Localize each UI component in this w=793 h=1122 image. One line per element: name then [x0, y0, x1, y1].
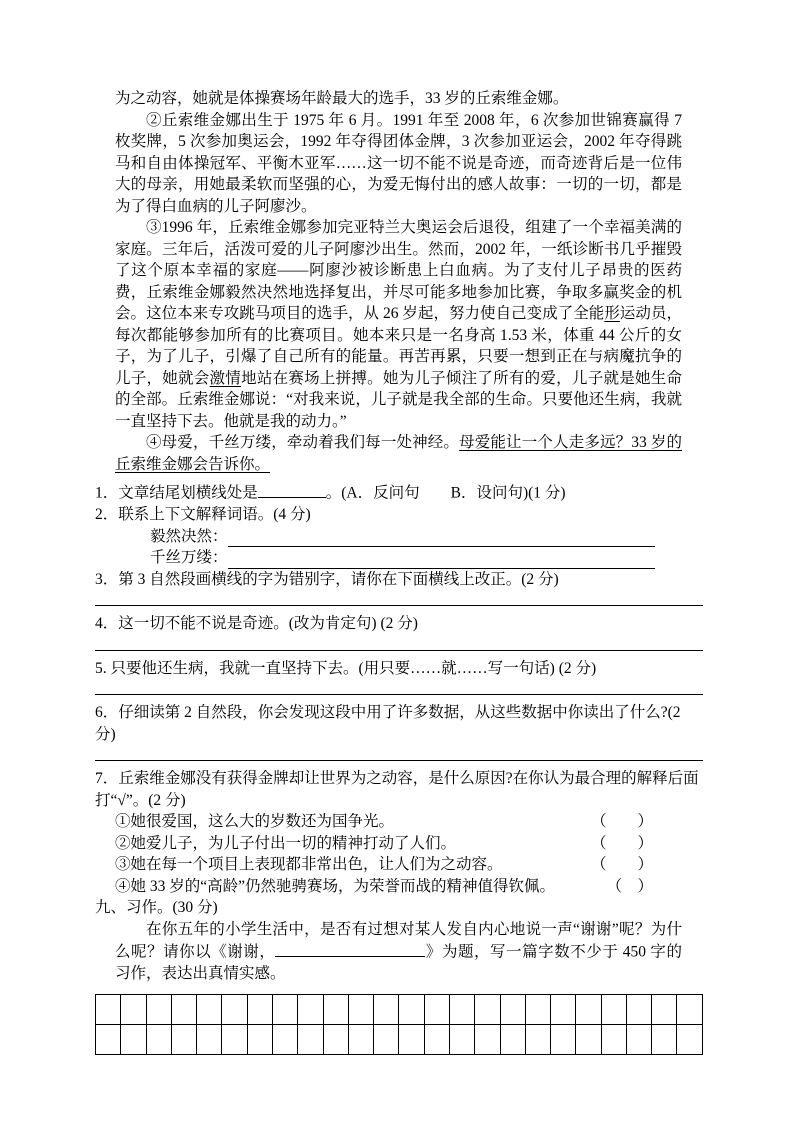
grid-cell: [222, 1024, 247, 1054]
grid-cell: [475, 994, 500, 1024]
option-text: ②她爱儿子，为儿子付出一切的精神打动了人们。: [115, 834, 457, 852]
grid-cell: [626, 994, 651, 1024]
passage-paragraph-2: ②丘索维金娜出生于 1975 年 6 月。1991 年至 2008 年，6 次参加世锦赛赢得 7 枚奖牌，5 次参加奥运会，1992 年夺得团体金牌，3 次参加亚运会，2002 年夺得跳马和自由体操冠军、平衡木亚军……这一切不能不说是奇迹，而奇迹背后是一位伟大的母亲，用她最柔软而坚强的心，为爱无悔付出的感人故事：一切的一切，都是为了得白血病的儿子阿廖沙。: [115, 111, 682, 215]
passage-paragraph-1: 为之动容，她就是体操赛场年龄最大的选手，33 岁的丘索维金娜。: [115, 90, 569, 107]
passage-text: 地站在赛场上拼搏。她为儿子倾注了所有的爱，儿子就是她生命的全部。丘索维金娜说：“对我来说，儿子就是我全部的生命。只要他还生病，我就一直坚持下去。他就是我的动力。”: [115, 369, 682, 430]
grid-cell: [449, 1024, 474, 1054]
ending-underlined-sentence: 母爱能让一个人走多远？33 岁的丘索维金娜会告诉你。: [115, 434, 682, 473]
grid-cell: [348, 1024, 373, 1054]
question-4: 4．这一切不能不说是奇迹。(改为肯定句) (2 分): [95, 615, 418, 632]
grid-cell: [525, 994, 550, 1024]
grid-cell: [424, 1024, 449, 1054]
answer-blank-line: [95, 590, 703, 606]
grid-cell: [348, 994, 373, 1024]
grid-cell: [551, 1024, 576, 1054]
typo-underlined-char: 激情: [209, 369, 242, 387]
question-2-item-2: [150, 547, 703, 569]
grid-cell: [298, 994, 323, 1024]
grid-cell: [399, 1024, 424, 1054]
word-label: 千丝万缕：: [150, 549, 228, 566]
answer-parentheses: （ ）: [590, 834, 653, 852]
grid-cell: [601, 1024, 626, 1054]
grid-cell: [500, 994, 525, 1024]
passage-text: ④母爱，千丝万缕，牵动着我们每一处神经。: [146, 434, 460, 451]
answer-blank-line: [95, 679, 703, 695]
grid-cell: [96, 994, 121, 1024]
grid-cell: [222, 994, 247, 1024]
prompt-text: 》为题，写一篇字数不少于 450 字的习作，表达出真情实感。: [115, 943, 682, 982]
q7-option-2: [115, 833, 703, 855]
answer-blank-line: [228, 528, 655, 547]
composition-prompt: [115, 919, 682, 985]
grid-cell: [652, 994, 677, 1024]
answer-blank-line: [228, 550, 655, 569]
answer-parentheses: （ ）: [606, 877, 653, 895]
grid-cell: [677, 1024, 703, 1054]
question-7-stem: 7．丘索维金娜没有获得金牌却让世界为之动容，是什么原因?在你认为最合理的解释后面打“√”。(2 分): [95, 770, 699, 809]
grid-cell: [197, 1024, 222, 1054]
grid-cell: [475, 1024, 500, 1054]
grid-cell: [171, 1024, 196, 1054]
q7-option-4: [115, 876, 703, 898]
answer-parentheses: （ ）: [590, 813, 653, 830]
reading-passage: [115, 88, 682, 475]
option-text: ④她 33 岁的“高龄”仍然驰骋赛场，为荣誉而战的精神值得钦佩。: [115, 877, 556, 895]
q7-option-1: [115, 811, 703, 833]
grid-cell: [96, 1024, 121, 1054]
grid-cell: [449, 994, 474, 1024]
grid-cell: [197, 994, 222, 1024]
passage-text: ③1996 年，丘索维金娜参加完亚特兰大奥运会后退役，组建了一个幸福美满的家庭。三年后，活泼可爱的儿子阿廖沙出生。然而，2002 年，一纸诊断书几乎摧毁了这个原本幸福的家庭——阿廖沙被诊断患上白血病。为了支付儿子昂贵的医药费，丘索维金娜毅然决然地选择复出，并尽可能多地参加比赛，争取多赢奖金的机会。这位本来专攻跳马项目的选手，从 26 岁起，努力使自己变成了全能: [115, 219, 682, 322]
grid-cell: [247, 1024, 272, 1054]
title-blank: [275, 940, 425, 957]
answer-blank-line: [95, 745, 703, 761]
grid-cell: [374, 994, 399, 1024]
answer-parentheses: （ ）: [590, 856, 653, 873]
grid-cell: [576, 1024, 601, 1054]
section-9-title: 九、习作。(30 分): [95, 899, 218, 916]
grid-cell: [272, 994, 297, 1024]
grid-cell: [146, 994, 171, 1024]
grid-cell: [374, 1024, 399, 1054]
question-3: 3．第 3 自然段画横线的字为错别字，请你在下面横线上改正。(2 分): [95, 570, 559, 588]
grid-cell: [171, 994, 196, 1024]
grid-cell: [399, 994, 424, 1024]
option-text: ①她很爱国，这么大的岁数还为国争光。: [115, 813, 395, 830]
question-1-post: 。(A．反问句 B．设问句)(1 分): [325, 484, 566, 502]
answer-blank: [258, 481, 326, 498]
grid-cell: [626, 1024, 651, 1054]
passage-paragraph-3: [115, 217, 682, 432]
grid-cell: [576, 994, 601, 1024]
prompt-text: 在你五年的小学生活中，是否有过想对某人发自内心地说一声“谢谢”呢？为什么呢？请你以《谢谢，: [115, 920, 682, 961]
grid-cell: [146, 1024, 171, 1054]
question-6: 6．仔细读第 2 自然段，你会发现这段中用了许多数据，从这些数据中你读出了什么?(2 分): [95, 704, 681, 743]
question-2-label: 2．联系上下文解释词语。(4 分): [95, 506, 311, 523]
grid-cell: [121, 994, 146, 1024]
option-text: ③她在每一个项目上表现都非常出色，让人们为之动容。: [115, 856, 503, 873]
grid-cell: [677, 994, 703, 1024]
q7-option-3: [115, 854, 703, 876]
grid-cell: [121, 1024, 146, 1054]
grid-cell: [652, 1024, 677, 1054]
grid-cell: [601, 994, 626, 1024]
question-1-pre: 1．文章结尾划横线处是: [95, 484, 258, 502]
composition-grid: [95, 994, 703, 1055]
grid-cell: [323, 1024, 348, 1054]
typo-underlined-char: 形: [604, 305, 620, 322]
grid-cell: [323, 994, 348, 1024]
grid-cell: [272, 1024, 297, 1054]
grid-cell: [424, 994, 449, 1024]
grid-cell: [525, 1024, 550, 1054]
question-2-item-1: [150, 526, 703, 548]
word-label: 毅然决然：: [150, 527, 228, 545]
answer-blank-line: [95, 635, 703, 651]
grid-cell: [247, 994, 272, 1024]
question-1: [95, 481, 703, 504]
grid-cell: [298, 1024, 323, 1054]
grid-cell: [500, 1024, 525, 1054]
passage-text: 运动员，每次都能够参加所有的比赛项目。她本来只是一名身高 1.53 米，体重 44 公斤的女子，为了儿子，引爆了自己所有的能量。再苦再累，只要一想到正在与病魔抗争的儿子，她就会: [115, 305, 682, 387]
question-5: 5. 只要他还生病，我就一直坚持下去。(用只要……就……写一句话) (2 分): [95, 659, 597, 677]
grid-cell: [551, 994, 576, 1024]
passage-paragraph-4: [115, 432, 682, 475]
